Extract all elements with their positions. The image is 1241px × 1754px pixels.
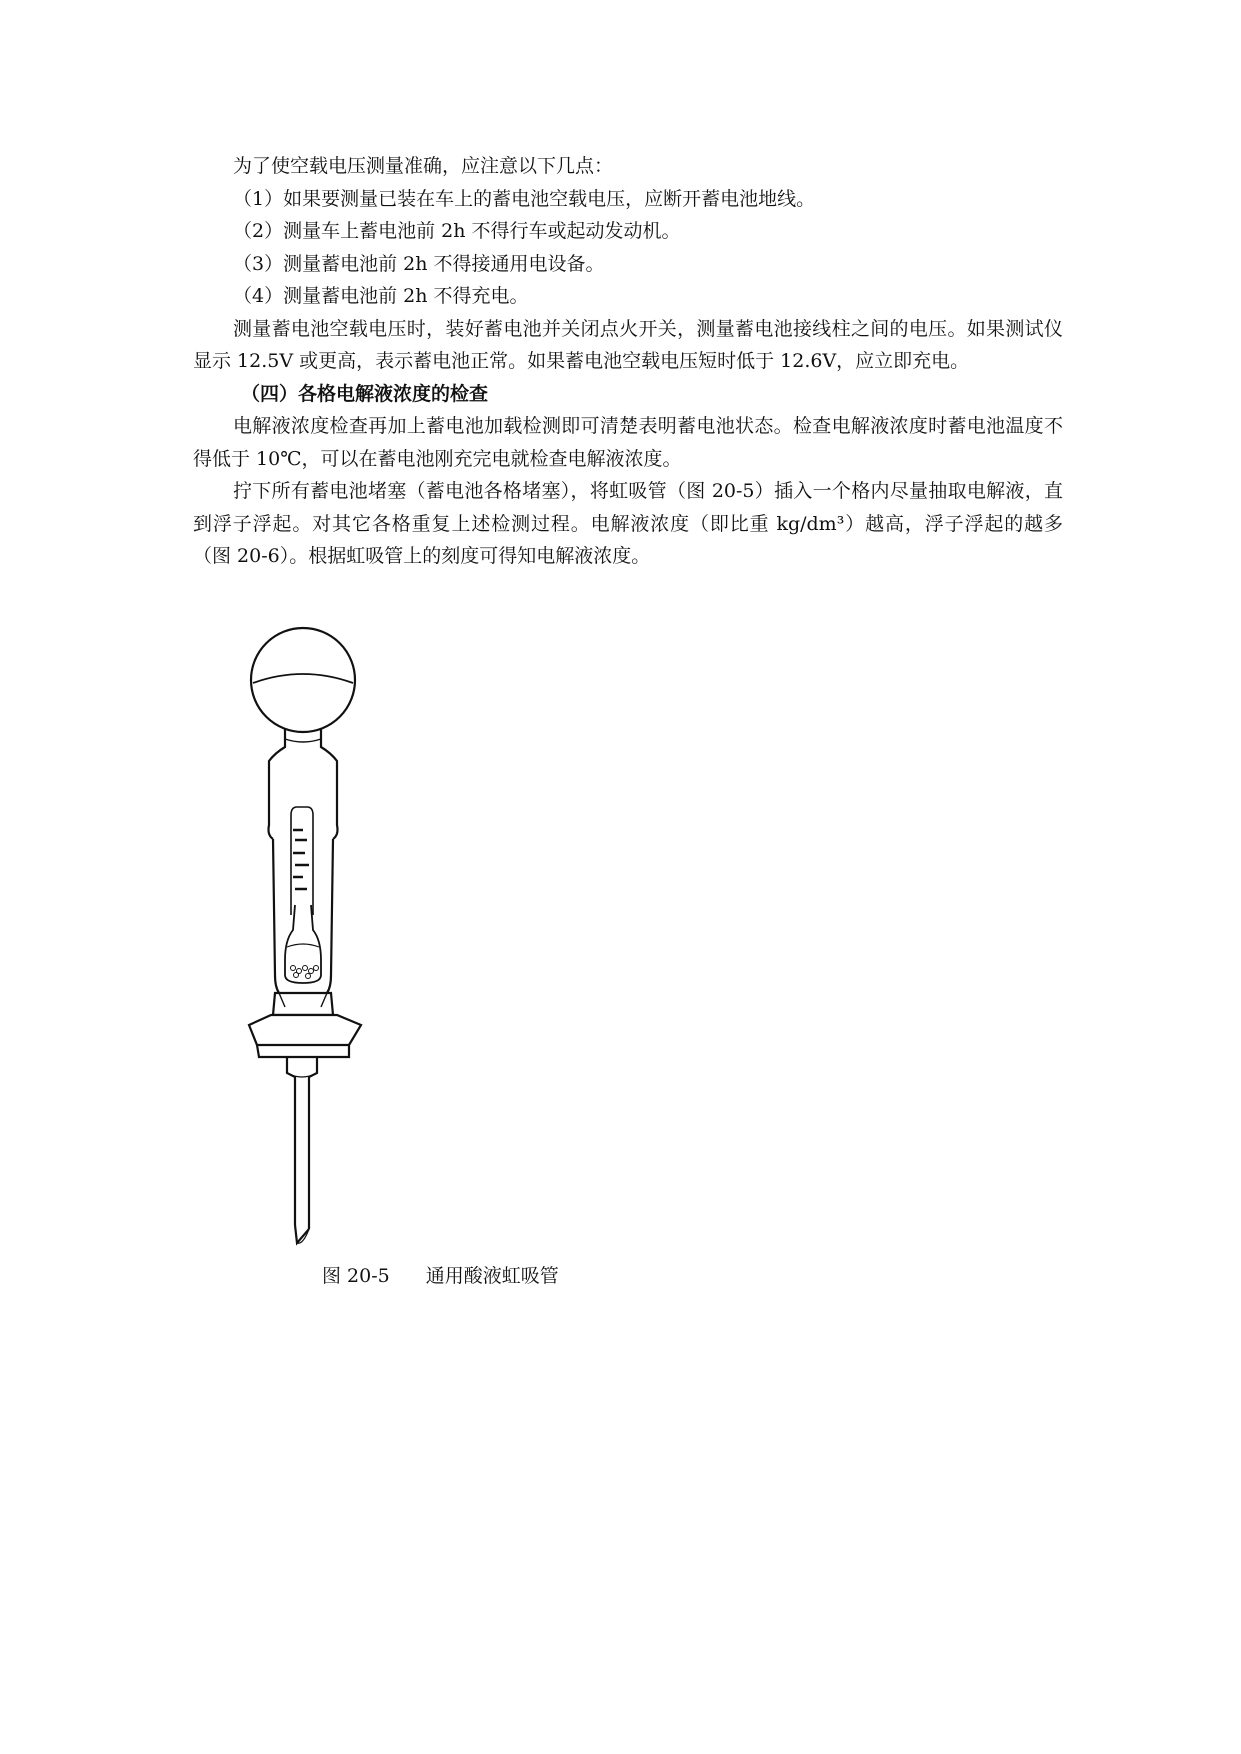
list-item: （2）测量车上蓄电池前 2h 不得行车或起动发动机。 <box>233 220 681 242</box>
section-heading: （四）各格电解液浓度的检查 <box>241 382 489 405</box>
intro-paragraph: 为了使空载电压测量准确，应注意以下几点： <box>233 155 614 177</box>
density-paragraph: 电解液浓度检查再加上蓄电池加载检测即可清楚表明蓄电池状态。检查电解液浓度时蓄电池温度不得低于 10℃，可以在蓄电池刚充完电就检查电解液浓度。 <box>193 415 1063 470</box>
figure-number: 图 20-5 <box>322 1265 390 1287</box>
voltage-paragraph: 测量蓄电池空载电压时，装好蓄电池并关闭点火开关，测量蓄电池接线柱之间的电压。如果测试仪显示 12.5V 或更高，表示蓄电池正常。如果蓄电池空载电压短时低于 12.6V，应立即充电。 <box>193 317 1063 372</box>
procedure-paragraph: 拧下所有蓄电池堵塞（蓄电池各格堵塞），将虹吸管（图 20-5）插入一个格内尽量抽取电解液，直到浮子浮起。对其它各格重复上述检测过程。电解液浓度（即比重 kg/dm³）越高，浮子浮起的越多（图 20-6）。根据虹吸管上的刻度可得知电解液浓度。 <box>193 480 1063 567</box>
list-item: （3）测量蓄电池前 2h 不得接通用电设备。 <box>233 252 605 275</box>
siphon-hydrometer-illustration <box>245 625 375 1265</box>
body-text <box>193 150 1063 573</box>
list-item: （4）测量蓄电池前 2h 不得充电。 <box>233 285 529 307</box>
list-item: （1）如果要测量已装在车上的蓄电池空载电压，应断开蓄电池地线。 <box>233 187 816 210</box>
figure-title: 通用酸液虹吸管 <box>425 1265 559 1287</box>
figure-caption <box>322 1262 559 1290</box>
